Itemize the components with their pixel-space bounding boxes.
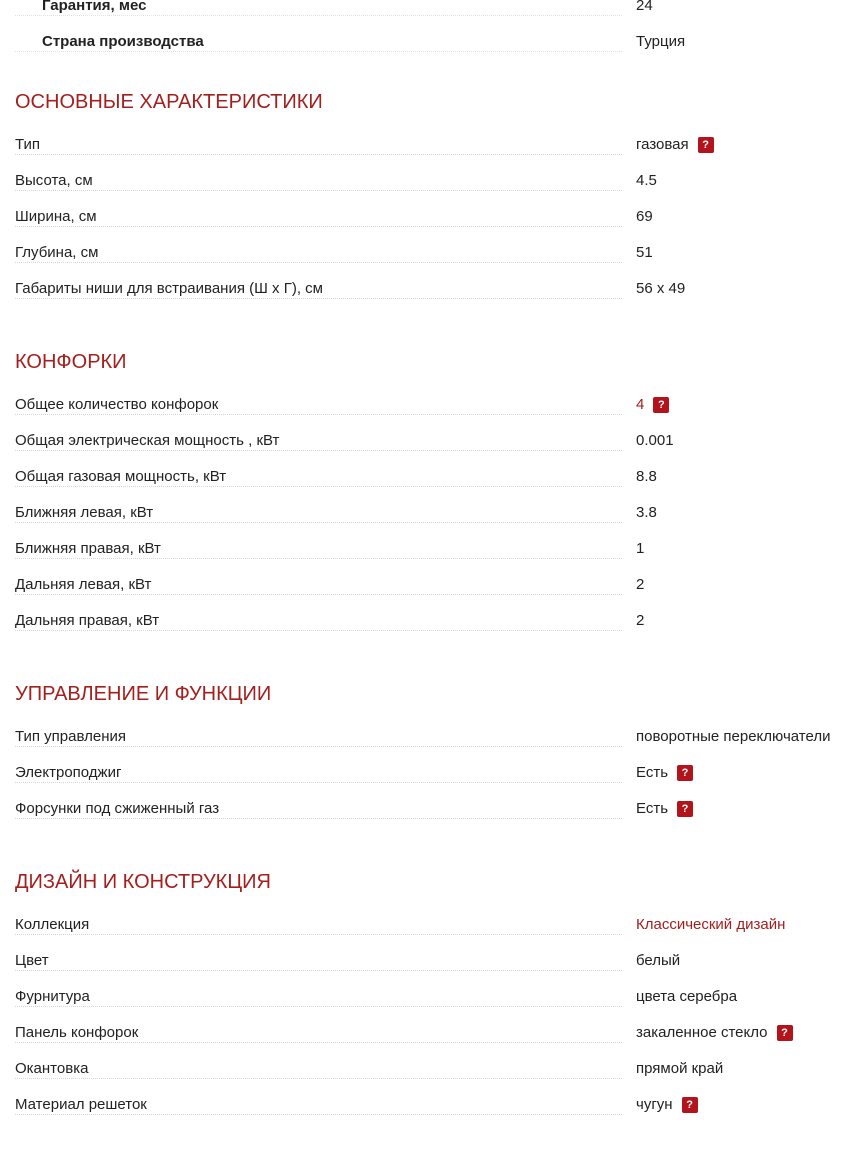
leader-dots [15, 190, 622, 191]
spec-label: Панель конфорок [15, 1024, 142, 1041]
section-rows-burners [15, 387, 846, 639]
spec-label: Ширина, см [15, 208, 101, 225]
spec-row [15, 459, 846, 495]
spec-value [636, 612, 644, 629]
spec-value-text: поворотные переключатели [636, 728, 831, 745]
leader-dots [15, 630, 622, 631]
spec-value [636, 33, 685, 50]
spec-value [636, 280, 685, 297]
spec-label: Тип [15, 136, 44, 153]
spec-row-warranty [15, 0, 846, 24]
spec-value [636, 728, 830, 745]
spec-value [636, 208, 653, 225]
spec-row [15, 943, 846, 979]
spec-row [15, 755, 846, 791]
spec-row [15, 495, 846, 531]
leader-dots [15, 51, 622, 52]
spec-value-text: белый [636, 952, 681, 969]
help-icon[interactable]: ? [698, 137, 714, 153]
spec-value-text: Турция [636, 33, 686, 50]
spec-value-text: Есть [636, 764, 669, 781]
help-icon[interactable]: ? [677, 801, 693, 817]
spec-row [15, 235, 846, 271]
spec-value [636, 136, 714, 153]
leader-dots [15, 226, 622, 227]
spec-value-text: 3.8 [636, 504, 657, 521]
spec-row [15, 271, 846, 307]
spec-row [15, 387, 846, 423]
leader-dots [15, 1114, 622, 1115]
spec-label: Форсунки под сжиженный газ [15, 800, 223, 817]
leader-dots [15, 450, 622, 451]
spec-label: Ближняя правая, кВт [15, 540, 165, 557]
section-rows-controls [15, 719, 846, 827]
spec-row [15, 163, 846, 199]
spec-label: Общее количество конфорок [15, 396, 222, 413]
leader-dots [15, 486, 622, 487]
spec-label: Электроподжиг [15, 764, 125, 781]
spec-value [636, 504, 657, 521]
spec-value-text: 51 [636, 244, 653, 261]
spec-label: Страна производства [15, 33, 208, 50]
section-title-controls: УПРАВЛЕНИЕ И ФУНКЦИИ [15, 683, 272, 705]
section-title-design: ДИЗАЙН И КОНСТРУКЦИЯ [15, 871, 271, 893]
leader-dots [15, 818, 622, 819]
spec-value-text: 1 [636, 540, 645, 557]
spec-row [15, 907, 846, 943]
spec-value-text: 4.5 [636, 172, 657, 189]
help-icon[interactable]: ? [677, 765, 693, 781]
spec-value [636, 952, 680, 969]
spec-value-text: цвета серебра [636, 988, 738, 1005]
spec-label: Цвет [15, 952, 53, 969]
section-title-main-specs: ОСНОВНЫЕ ХАРАКТЕРИСТИКИ [15, 91, 323, 113]
spec-value [636, 1060, 723, 1077]
spec-label: Общая электрическая мощность , кВт [15, 432, 283, 449]
spec-value-text: закаленное стекло [636, 1024, 768, 1041]
leader-dots [15, 414, 622, 415]
spec-value-text: 2 [636, 612, 645, 629]
leader-dots [15, 746, 622, 747]
spec-label: Коллекция [15, 916, 93, 933]
spec-label: Окантовка [15, 1060, 92, 1077]
spec-value [636, 1096, 698, 1113]
help-icon[interactable]: ? [682, 1097, 698, 1113]
help-icon[interactable]: ? [653, 397, 669, 413]
spec-label: Ближняя левая, кВт [15, 504, 157, 521]
spec-row [15, 719, 846, 755]
spec-row [15, 979, 846, 1015]
spec-row [15, 567, 846, 603]
spec-row [15, 127, 846, 163]
spec-value-text: 2 [636, 576, 645, 593]
section-title-burners: КОНФОРКИ [15, 351, 127, 373]
spec-value-text: прямой край [636, 1060, 724, 1077]
spec-value-text: 69 [636, 208, 653, 225]
spec-value [636, 916, 785, 933]
section-rows-design [15, 907, 846, 1123]
leader-dots [15, 934, 622, 935]
spec-value-text: чугун [636, 1096, 673, 1113]
section-rows-main-specs [15, 127, 846, 307]
spec-row [15, 423, 846, 459]
spec-value [636, 432, 674, 449]
spec-value [636, 0, 653, 14]
collection-link[interactable]: Классический дизайн [636, 916, 786, 933]
spec-row [15, 603, 846, 639]
spec-value-text: 0.001 [636, 432, 674, 449]
spec-value [636, 396, 669, 413]
spec-value-text: Есть [636, 800, 669, 817]
spec-value [636, 576, 644, 593]
spec-value [636, 468, 657, 485]
leader-dots [15, 262, 622, 263]
spec-row [15, 199, 846, 235]
spec-row [15, 1015, 846, 1051]
leader-dots [15, 1006, 622, 1007]
spec-value [636, 172, 657, 189]
spec-row [15, 1087, 846, 1123]
spec-label: Габариты ниши для встраивания (Ш х Г), см [15, 280, 327, 297]
spec-label: Дальняя левая, кВт [15, 576, 155, 593]
help-icon[interactable]: ? [777, 1025, 793, 1041]
leader-dots [15, 558, 622, 559]
spec-value [636, 1024, 793, 1041]
spec-value [636, 244, 653, 261]
specs-container [15, 0, 846, 1123]
spec-value [636, 764, 693, 781]
leader-dots [15, 522, 622, 523]
leader-dots [15, 298, 622, 299]
spec-row-country [15, 24, 846, 60]
spec-row [15, 531, 846, 567]
spec-value-text: 8.8 [636, 468, 657, 485]
spec-label: Фурнитура [15, 988, 94, 1005]
leader-dots [15, 594, 622, 595]
spec-value-text: 24 [636, 0, 653, 14]
spec-label: Тип управления [15, 728, 130, 745]
spec-value-text: 56 x 49 [636, 280, 686, 297]
spec-row [15, 791, 846, 827]
spec-label: Общая газовая мощность, кВт [15, 468, 230, 485]
leader-dots [15, 1042, 622, 1043]
spec-label: Глубина, см [15, 244, 102, 261]
spec-value [636, 540, 644, 557]
spec-label: Высота, см [15, 172, 97, 189]
spec-value [636, 800, 693, 817]
spec-label: Гарантия, мес [15, 0, 150, 14]
leader-dots [15, 782, 622, 783]
leader-dots [15, 154, 622, 155]
spec-value-text: газовая [636, 136, 689, 153]
spec-row [15, 1051, 846, 1087]
spec-label: Дальняя правая, кВт [15, 612, 163, 629]
spec-label: Материал решеток [15, 1096, 151, 1113]
spec-value [636, 988, 737, 1005]
spec-value-text: 4 [636, 396, 645, 413]
leader-dots [15, 1078, 622, 1079]
leader-dots [15, 970, 622, 971]
leader-dots [15, 15, 622, 16]
